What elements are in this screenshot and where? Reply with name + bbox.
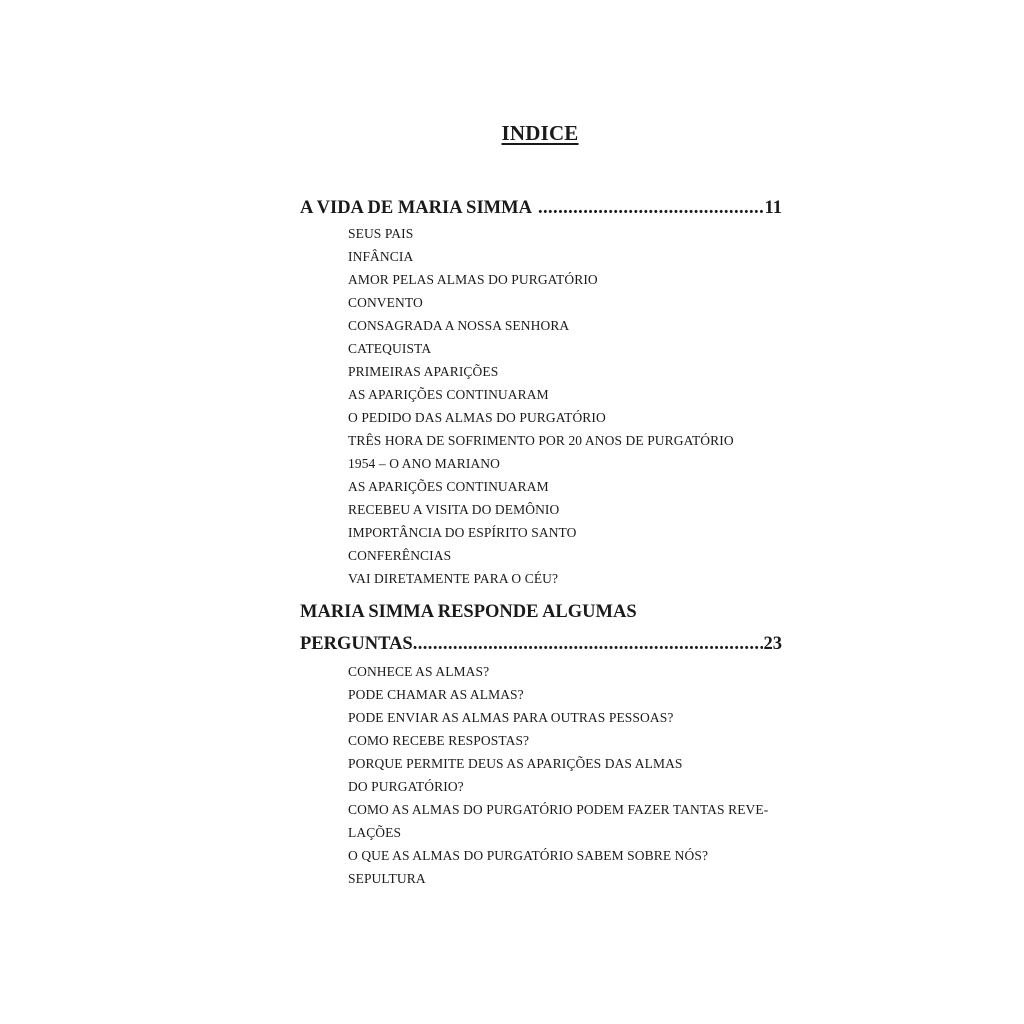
list-item: CATEQUISTA: [348, 341, 432, 356]
section-heading-text: MARIA SIMMA RESPONDE ALGUMAS: [300, 602, 637, 622]
list-item: O PEDIDO DAS ALMAS DO PURGATÓRIO: [348, 410, 606, 425]
list-item: TRÊS HORA DE SOFRIMENTO POR 20 ANOS DE PURGATÓRIO: [348, 433, 734, 448]
page-number: 23: [763, 634, 782, 654]
subsection-list: [300, 222, 782, 590]
table-of-contents: [300, 198, 782, 890]
list-item: PORQUE PERMITE DEUS AS APARIÇÕES DAS ALMAS: [348, 756, 683, 771]
toc-entry-perguntas[interactable]: [300, 634, 782, 660]
list-item: VAI DIRETAMENTE PARA O CÉU?: [348, 571, 559, 586]
list-item: LAÇÕES: [348, 825, 402, 840]
list-item: COMO RECEBE RESPOSTAS?: [348, 733, 530, 748]
dot-leader: [413, 634, 763, 655]
list-item: AS APARIÇÕES CONTINUARAM: [348, 479, 549, 494]
page-number: 11: [764, 198, 782, 218]
list-item: CONSAGRADA A NOSSA SENHORA: [348, 318, 570, 333]
section-heading-line1[interactable]: [300, 602, 782, 634]
list-item: O QUE AS ALMAS DO PURGATÓRIO SABEM SOBRE NÓS?: [348, 848, 709, 863]
list-item: PRIMEIRAS APARIÇÕES: [348, 364, 499, 379]
list-item: SEUS PAIS: [348, 226, 414, 241]
list-item: RECEBEU A VISITA DO DEMÔNIO: [348, 502, 560, 517]
list-item: CONHECE AS ALMAS?: [348, 664, 490, 679]
section-heading-continued: PERGUNTAS: [300, 634, 413, 654]
list-item: AMOR PELAS ALMAS DO PURGATÓRIO: [348, 272, 598, 287]
subsection-list: [300, 660, 782, 890]
list-item: COMO AS ALMAS DO PURGATÓRIO PODEM FAZER TANTAS REVE-: [348, 802, 769, 817]
list-item: PODE ENVIAR AS ALMAS PARA OUTRAS PESSOAS?: [348, 710, 674, 725]
list-item: DO PURGATÓRIO?: [348, 779, 464, 794]
list-item: INFÂNCIA: [348, 249, 414, 264]
list-item: AS APARIÇÕES CONTINUARAM: [348, 387, 549, 402]
list-item: CONFERÊNCIAS: [348, 548, 452, 563]
dot-leader: [538, 198, 764, 219]
section-heading: A VIDA DE MARIA SIMMA: [300, 198, 532, 218]
list-item: SEPULTURA: [348, 871, 426, 886]
page-title: INDICE: [501, 121, 579, 145]
list-item: 1954 – O ANO MARIANO: [348, 456, 501, 471]
toc-entry-vida-de-maria-simma[interactable]: [300, 198, 782, 222]
list-item: CONVENTO: [348, 295, 423, 310]
list-item: IMPORTÂNCIA DO ESPÍRITO SANTO: [348, 525, 577, 540]
list-item: PODE CHAMAR AS ALMAS?: [348, 687, 524, 702]
